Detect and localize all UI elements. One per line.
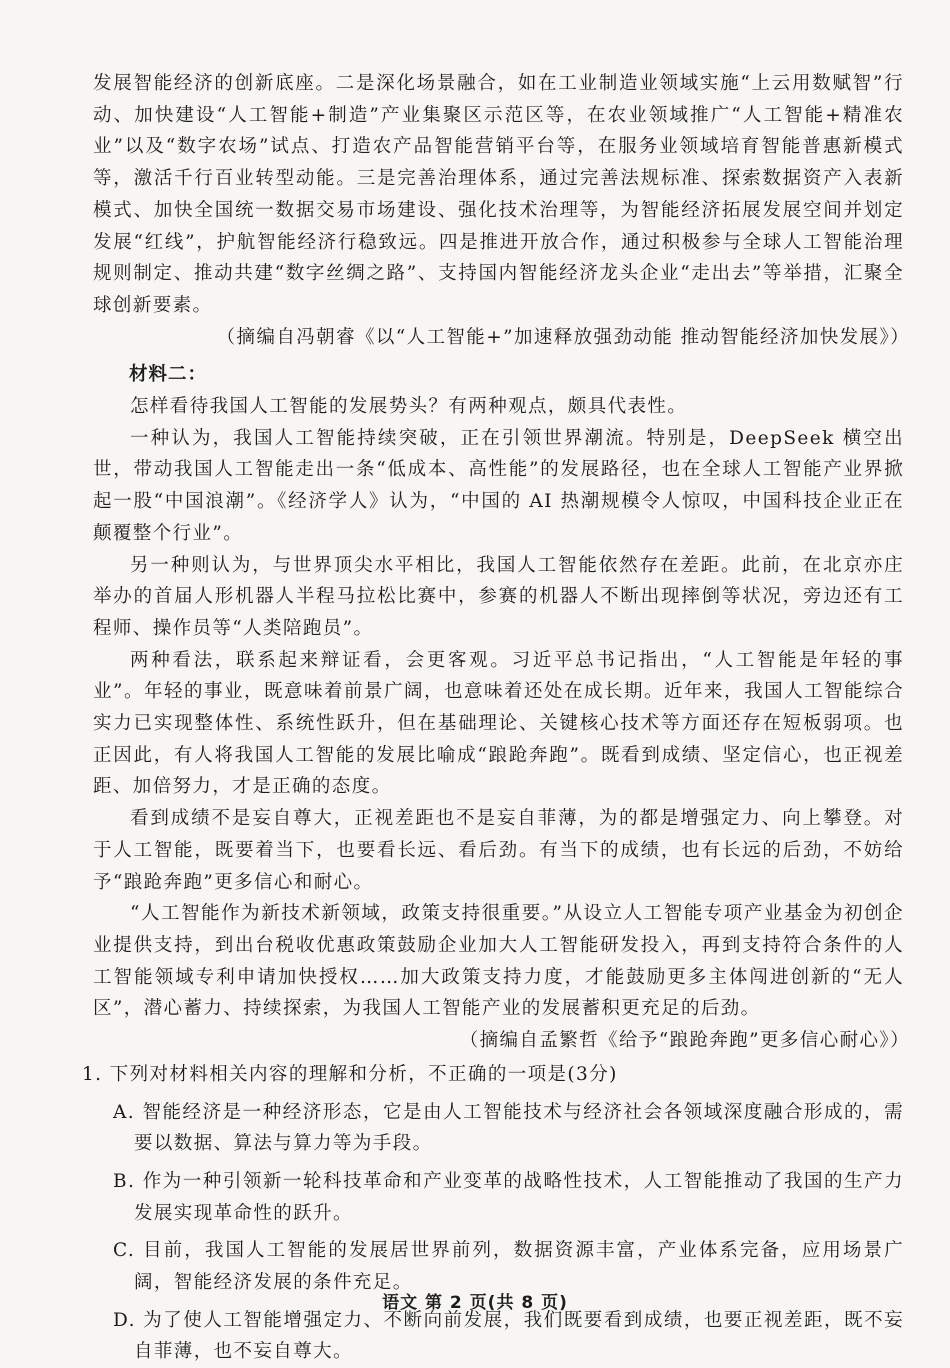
material2-paragraph: 看到成绩不是妄自尊大，正视差距也不是妄自菲薄，为的都是增强定力、向上攀登。对于人工智能，既要着当下，也要看长远、看后劲。有当下的成绩，也有长远的后劲，不妨给予“踉跄奔跑”更多信心和耐心。	[93, 808, 904, 893]
answer-option-c: C. 目前，我国人工智能的发展居世界前列，数据资源丰富，产业体系完备，应用场景广阔，智能经济发展的条件充足。	[113, 1240, 904, 1294]
material2-paragraph: 两种看法，联系起来辩证看，会更客观。习近平总书记指出，“人工智能是年轻的事业”。年轻的事业，既意味着前景广阔，也意味着还处在成长期。近年来，我国人工智能综合实力已实现整体性、系统性跃升，但在基础理论、关键核心技术等方面还存在短板弱项。也正因此，有人将我国人工智能的发展比喻成“踉跄奔跑”。既看到成绩、坚定信心，也正视差距、加倍努力，才是正确的态度。	[93, 649, 904, 798]
material2-paragraph: “人工智能作为新技术新领域，政策支持很重要。”从设立人工智能专项产业基金为初创企业提供支持，到出台税收优惠政策鼓励企业加大人工智能研发投入，再到支持符合条件的人工智能领域专利申请加快授权……加大政策支持力度，才能鼓励更多主体闯进创新的“无人区”，潜心蓄力、持续探索，为我国人工智能产业的发展蓄积更充足的后劲。	[93, 903, 904, 1020]
answer-option-a: A. 智能经济是一种经济形态，它是由人工智能技术与经济社会各领域深度融合形成的，需要以数据、算法与算力等为手段。	[113, 1101, 904, 1155]
material2-paragraph: 一种认为，我国人工智能持续突破，正在引领世界潮流。特别是，DeepSeek 横空出世，带动我国人工智能走出一条“低成本、高性能”的发展路径，也在全球人工智能产业界掀起一股“中国浪潮”。《经济学人》认为，“中国的 AI 热潮规模令人惊叹，中国科技企业正在颠覆整个行业”。	[93, 427, 904, 544]
material2-paragraph: 另一种则认为，与世界顶尖水平相比，我国人工智能依然存在差距。此前，在北京亦庄举办的首届人形机器人半程马拉松比赛中，参赛的机器人不断出现摔倒等状况，旁边还有工程师、操作员等“人类陪跑员”。	[93, 554, 904, 639]
material1-paragraph: 发展智能经济的创新底座。二是深化场景融合，如在工业制造业领域实施“上云用数赋智”行动、加快建设“人工智能+制造”产业集聚区示范区等，在农业领域推广“人工智能+精准农业”以及“数字农场”试点、打造农产品智能营销平台等，在服务业领域培育智能普惠新模式等，激活千行百业转型动能。三是完善治理体系，通过完善法规标准、探索数据资产入表新模式、加快全国统一数据交易市场建设、强化技术治理等，为智能经济拓展发展空间并划定发展“红线”，护航智能经济行稳致远。四是推进开放合作，通过积极参与全球人工智能治理规则制定、推动共建“数字丝绸之路”、支持国内智能经济龙头企业“走出去”等举措，汇聚全球创新要素。	[93, 73, 904, 316]
page-footer: 语文 第 2 页(共 8 页)	[382, 1293, 568, 1313]
material2-source: （摘编自孟繁哲《给予“踉跄奔跑”更多信心耐心》）	[459, 1030, 910, 1052]
material1-source: （摘编自冯朝睿《以“人工智能+”加速释放强劲动能 推动智能经济加快发展》）	[216, 326, 910, 348]
material2-heading: 材料二：	[129, 364, 208, 386]
answer-option-b: B. 作为一种引领新一轮科技革命和产业变革的战略性技术，人工智能推动了我国的生产力发展实现革命性的跃升。	[113, 1170, 904, 1224]
question-stem: 1. 下列对材料相关内容的理解和分析，不正确的一项是(3分)	[82, 1063, 618, 1085]
material2-paragraph: 怎样看待我国人工智能的发展势头？有两种观点，颇具代表性。	[130, 396, 688, 418]
answer-option-d: D. 为了使人工智能增强定力、不断向前发展，我们既要看到成绩，也要正视差距，既不妄自菲薄，也不妄自尊大。	[113, 1309, 904, 1363]
